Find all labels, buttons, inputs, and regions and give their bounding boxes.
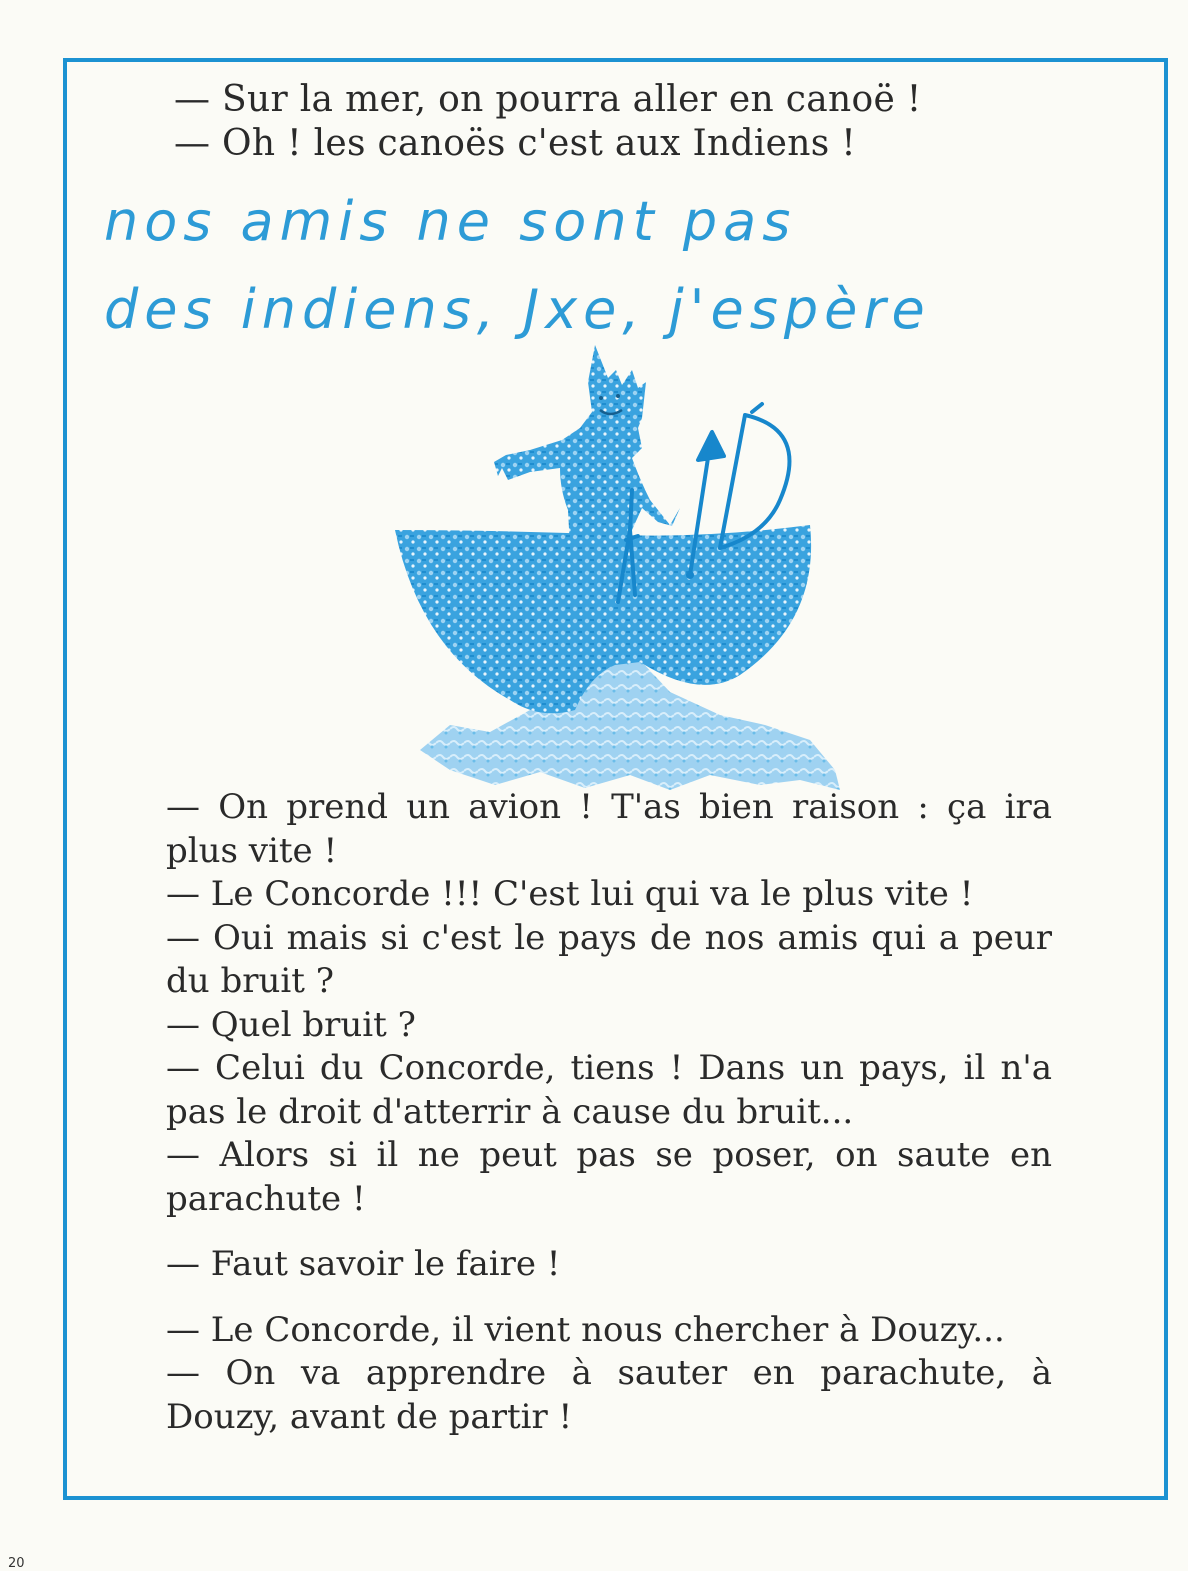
dialogue-line: — On prend un avion ! T'as bien raison : ça ira plus vite ! (166, 787, 1052, 871)
dialogue-line: — Oui mais si c'est le pays de nos amis qui a peur du bruit ? (166, 917, 1052, 1001)
dialogue-line: — Alors si il ne peut pas se poser, on saute en parachute ! (166, 1135, 1052, 1219)
dialogue-line: — Oh ! les canoës c'est aux Indiens ! (174, 123, 857, 164)
dialogue-line: — Quel bruit ? (166, 1004, 416, 1045)
dialogue-block (166, 786, 1052, 1439)
handwritten-note (104, 178, 931, 354)
dialogue-line: — Le Concorde !!! C'est lui qui va le plus vite ! (166, 874, 974, 914)
indian-in-canoe-drawing (380, 330, 850, 800)
top-dialogue (174, 78, 922, 166)
dialogue-line: — Celui du Concorde, tiens ! Dans un pays, il n'a pas le droit d'atterrir à cause du bruit... (166, 1048, 1052, 1132)
dialogue-line: — On va apprendre à sauter en parachute, à Douzy, avant de partir ! (166, 1353, 1052, 1437)
dialogue-line: — Sur la mer, on pourra aller en canoë ! (174, 79, 922, 120)
bow-shape (720, 404, 789, 548)
page-number: 20 (8, 1556, 25, 1571)
dialogue-line: — Faut savoir le faire ! (166, 1244, 561, 1284)
handwritten-line: des indiens, Jxe, j'espère (104, 278, 931, 341)
handwritten-line: nos amis ne sont pas (104, 190, 797, 253)
dialogue-line: — Le Concorde, il vient nous chercher à Douzy... (166, 1309, 1005, 1350)
